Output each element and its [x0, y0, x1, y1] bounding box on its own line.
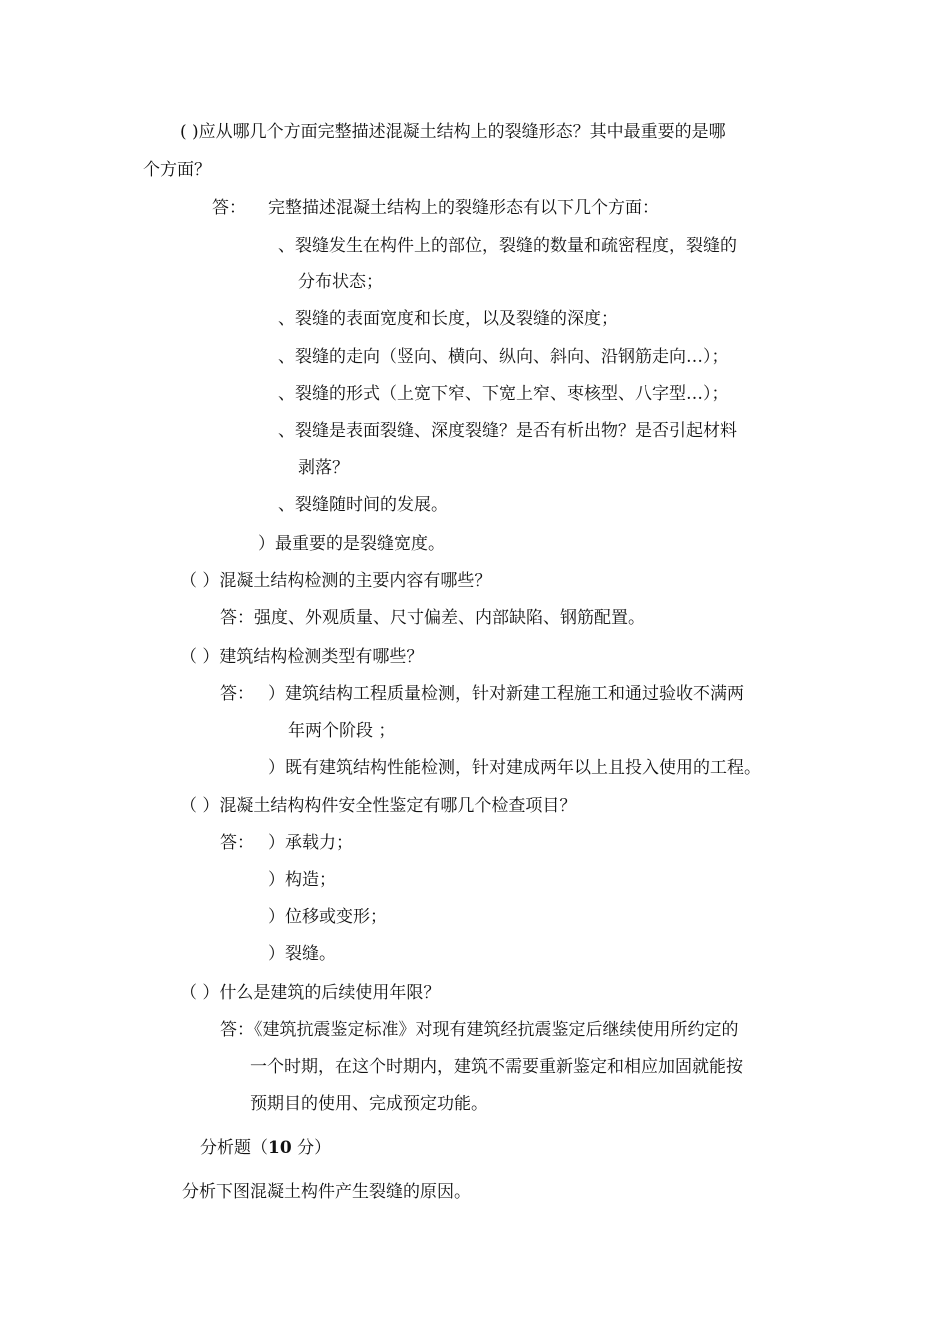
section-heading-points: 10 [268, 1138, 292, 1158]
section-heading-suffix: 分） [291, 1138, 332, 1158]
answer-3-item-2: ）既有建筑结构性能检测，针对建成两年以上且投入使用的工程。 [268, 758, 761, 778]
answer-conclusion: ）最重要的是裂缝宽度。 [258, 534, 445, 554]
question-5: （ ）什么是建筑的后续使用年限？ [180, 983, 441, 1003]
answer-label: 答： [212, 198, 246, 218]
list-item: ）构造； [268, 870, 336, 890]
question-4: （ ）混凝土结构构件安全性鉴定有哪几个检查项目？ [180, 796, 577, 816]
list-item: 、裂缝的表面宽度和长度，以及裂缝的深度； [278, 309, 618, 329]
answer-5-line-3: 预期目的使用、完成预定功能。 [250, 1094, 488, 1114]
question-2: （ ）混凝土结构检测的主要内容有哪些？ [180, 571, 492, 591]
answer-2: 答：强度、外观质量、尺寸偏差、内部缺陷、钢筋配置。 [220, 608, 645, 628]
answer-5-line-1: 答：《建筑抗震鉴定标准》对现有建筑经抗震鉴定后继续使用所约定的 [220, 1020, 739, 1040]
list-item: 、裂缝发生在构件上的部位，裂缝的数量和疏密程度，裂缝的 [278, 236, 737, 256]
section-prompt: 分析下图混凝土构件产生裂缝的原因。 [182, 1182, 471, 1202]
answer-label: 答： [220, 833, 254, 853]
answer-intro: 完整描述混凝土结构上的裂缝形态有以下几个方面： [268, 198, 659, 218]
question-1-line-1: ( )应从哪几个方面完整描述混凝土结构上的裂缝形态？其中最重要的是哪 [180, 122, 726, 142]
list-item: 、裂缝的形式（上宽下窄、下宽上窄、枣核型、八字型…）； [278, 384, 729, 404]
list-item-continuation: 剥落？ [298, 458, 349, 478]
section-heading [200, 1136, 331, 1160]
list-item: ）裂缝。 [268, 944, 336, 964]
list-item: 、裂缝随时间的发展。 [278, 495, 448, 515]
answer-3-item-1-continuation: 年两个阶段 ； [288, 721, 396, 741]
list-item: 、裂缝的走向（竖向、横向、纵向、斜向、沿钢筋走向…）； [278, 347, 729, 367]
question-3: （ ）建筑结构检测类型有哪些？ [180, 647, 424, 667]
answer-3-item-1: ）建筑结构工程质量检测，针对新建工程施工和通过验收不满两 [268, 684, 744, 704]
list-item: 、裂缝是表面裂缝、深度裂缝？是否有析出物？是否引起材料 [278, 421, 737, 441]
question-1-line-2: 个方面？ [143, 160, 211, 180]
answer-5-line-2: 一个时期，在这个时期内，建筑不需要重新鉴定和相应加固就能按 [250, 1057, 743, 1077]
list-item-continuation: 分布状态； [298, 272, 383, 292]
list-item: ）位移或变形； [268, 907, 387, 927]
list-item: ）承载力； [268, 833, 353, 853]
answer-label: 答： [220, 684, 254, 704]
section-heading-prefix: 分析题（ [200, 1138, 268, 1158]
